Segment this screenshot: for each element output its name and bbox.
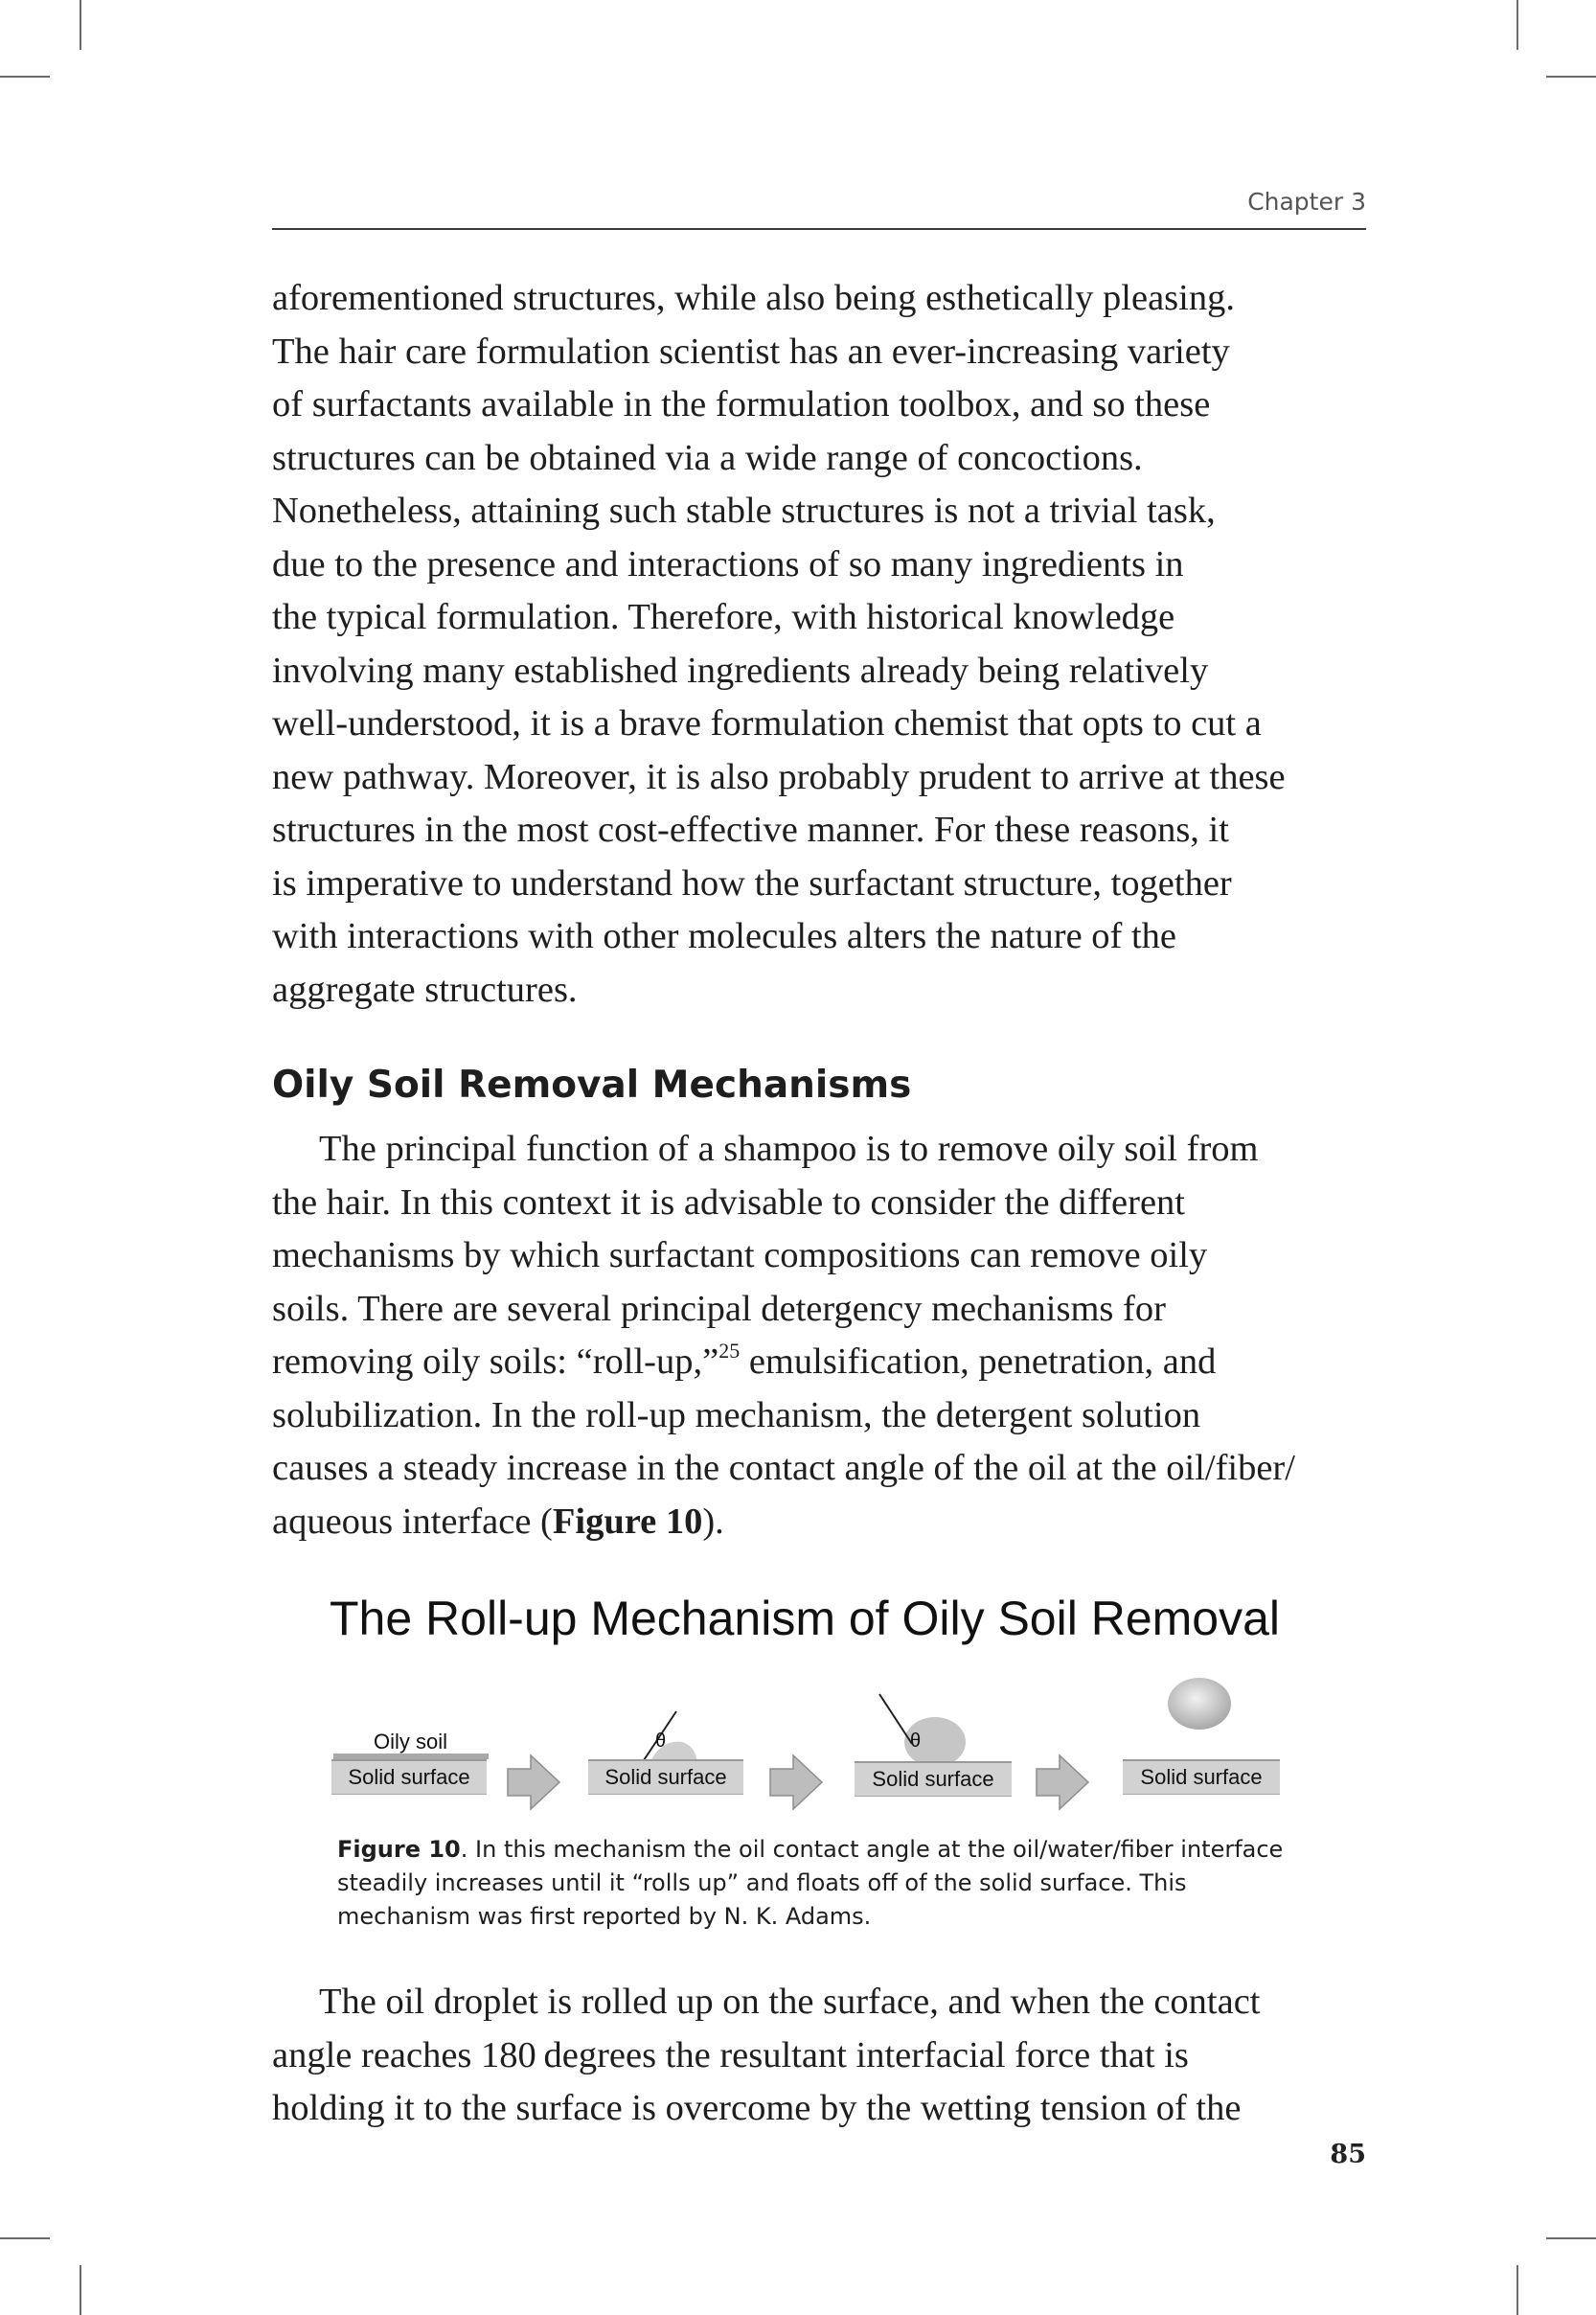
- header-rule: [272, 228, 1366, 230]
- text-line: Nonetheless, attaining such stable structures is not a trivial task,: [272, 491, 1216, 531]
- text-line: structures can be obtained via a wide range of concoctions.: [272, 437, 1143, 478]
- text-run: removing oily soils: “roll-up,”: [272, 1341, 719, 1382]
- crop-mark: [0, 76, 50, 78]
- theta-label: θ: [910, 1731, 922, 1752]
- text-line: mechanisms by which surfactant compositions can remove oily: [272, 1235, 1208, 1275]
- text-line: [272, 1496, 1295, 1549]
- text-line: involving many established ingredients already being relatively: [272, 650, 1209, 691]
- text-line: well-understood, it is a brave formulation chemist that opts to cut a: [272, 703, 1262, 744]
- oily-soil-label: Oily soil: [374, 1730, 448, 1753]
- caption-line: mechanism was first reported by N. K. Adams.: [337, 1903, 872, 1930]
- paragraph-3: [272, 1976, 1261, 2136]
- figure-caption: [337, 1833, 1314, 1934]
- crop-mark: [0, 2237, 50, 2239]
- solid-surface-4: Solid surface: [1123, 1759, 1280, 1795]
- text-run: aqueous interface (: [272, 1501, 553, 1542]
- text-line: The hair care formulation scientist has an ever-increasing variety: [272, 331, 1230, 372]
- detached-droplet: [1168, 1678, 1231, 1730]
- crop-mark: [80, 0, 81, 50]
- text-line: [272, 1336, 1295, 1389]
- arrow-icon: [1037, 1755, 1088, 1809]
- crop-mark: [1516, 0, 1518, 50]
- text-line: the typical formulation. Therefore, with historical knowledge: [272, 597, 1175, 637]
- text-line: with interactions with other molecules alters the nature of the: [272, 916, 1177, 956]
- reference-superscript: 25: [718, 1339, 741, 1363]
- text-run: ).: [702, 1501, 724, 1542]
- crop-mark: [80, 2265, 81, 2315]
- paragraph-1: [272, 272, 1286, 1017]
- crop-mark: [1546, 2237, 1596, 2239]
- text-line: aforementioned structures, while also being esthetically pleasing.: [272, 278, 1235, 318]
- caption-line: [337, 1833, 1314, 1867]
- text-line: The oil droplet is rolled up on the surface, and when the contact: [319, 1982, 1261, 2022]
- arrow-icon: [508, 1755, 559, 1809]
- caption-line: steadily increases until it “rolls up” and floats off of the solid surface. This: [337, 1869, 1187, 1896]
- crop-mark: [1516, 2265, 1518, 2315]
- text-line: holding it to the surface is overcome by the wetting tension of the: [272, 2088, 1242, 2128]
- figure-title: The Roll-up Mechanism of Oily Soil Removal: [330, 1592, 1281, 1645]
- text-run: . In this mechanism the oil contact angle at the oil/water/fiber interface: [460, 1836, 1284, 1863]
- page-number: 85: [1330, 2140, 1366, 2169]
- solid-surface-2: Solid surface: [588, 1759, 743, 1795]
- figure-roll-up-mechanism: [326, 1591, 1284, 1801]
- contact-angle-line: [879, 1694, 912, 1744]
- text-line: angle reaches 180 degrees the resultant interfacial force that is: [272, 2034, 1189, 2075]
- text-line: the hair. In this context it is advisable to consider the different: [272, 1181, 1185, 1223]
- text-line: soils. There are several principal detergency mechanisms for: [272, 1288, 1166, 1329]
- text-line: new pathway. Moreover, it is also probably prudent to arrive at these: [272, 756, 1286, 797]
- solid-surface-3: Solid surface: [855, 1761, 1012, 1797]
- section-heading: Oily Soil Removal Mechanisms: [272, 1064, 912, 1107]
- paragraph-2: [272, 1123, 1295, 1548]
- text-run: emulsification, penetration, and: [740, 1341, 1217, 1382]
- text-line: The principal function of a shampoo is to remove oily soil from: [319, 1129, 1259, 1169]
- caption-label: Figure 10: [337, 1836, 461, 1863]
- text-line: structures in the most cost-effective manner. For these reasons, it: [272, 810, 1229, 850]
- text-line: causes a steady increase in the contact angle of the oil at the oil/fiber/: [272, 1448, 1295, 1488]
- text-line: of surfactants available in the formulation toolbox, and so these: [272, 384, 1211, 424]
- text-line: solubilization. In the roll-up mechanism, the detergent solution: [272, 1394, 1201, 1435]
- solid-surface-1: Solid surface: [331, 1759, 487, 1795]
- text-line: is imperative to understand how the surfactant structure, together: [272, 862, 1232, 904]
- text-line: due to the presence and interactions of so many ingredients in: [272, 543, 1184, 584]
- text-line: aggregate structures.: [272, 969, 578, 1010]
- theta-label: θ: [655, 1731, 667, 1752]
- crop-mark: [1546, 76, 1596, 78]
- arrow-icon: [770, 1755, 822, 1809]
- running-head: Chapter 3: [1247, 188, 1366, 216]
- figure-reference: Figure 10: [552, 1501, 703, 1542]
